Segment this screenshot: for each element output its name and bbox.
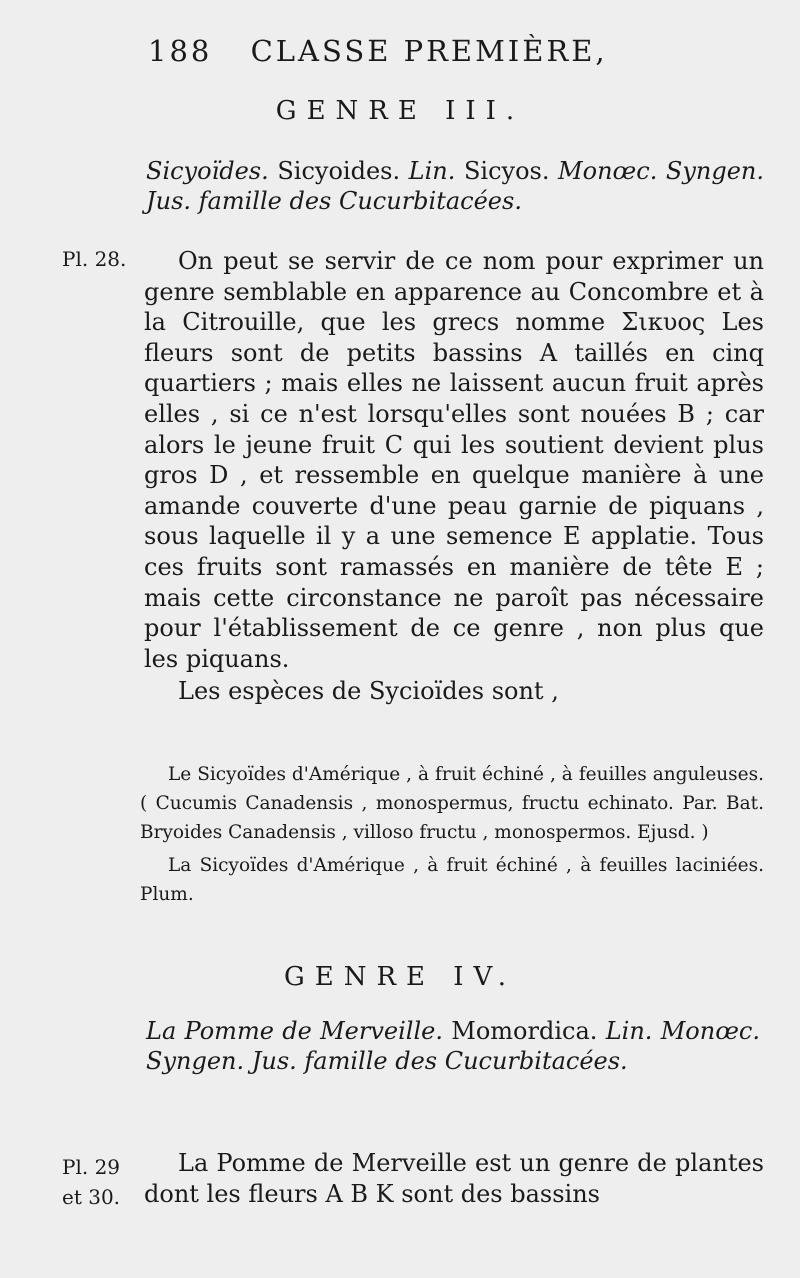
genus-name: Sicyoïdes. bbox=[146, 157, 269, 185]
genre-3-heading: GENRE III. bbox=[275, 96, 525, 126]
genre-4-description bbox=[144, 1148, 764, 1209]
genre-4-heading: GENRE IV. bbox=[283, 962, 517, 992]
synonym-latin: Momordica. bbox=[442, 1017, 598, 1045]
synonym-classification: Monœc. Syngen. Jus. famille des Cucurbitacées. bbox=[146, 157, 765, 215]
running-title: CLASSE PREMIÈRE, bbox=[250, 34, 608, 68]
description-paragraph: La Pomme de Merveille est un genre de plantes dont les fleurs A B K sont des bassins bbox=[144, 1149, 764, 1208]
genre-3-description bbox=[144, 246, 764, 707]
synonym-sicyos: Sicyos. bbox=[455, 157, 550, 185]
genre-4-title bbox=[146, 1016, 760, 1076]
synonym-authority: Lin. bbox=[400, 157, 456, 185]
plate-reference bbox=[62, 1152, 120, 1212]
plate-reference-line-1: Pl. 29 bbox=[62, 1155, 121, 1179]
species-list bbox=[140, 760, 764, 913]
page-header bbox=[148, 34, 768, 74]
species-intro: Les espèces de Sycioïdes sont , bbox=[178, 677, 559, 706]
description-paragraph: On peut se servir de ce nom pour exprimer un genre semblable en apparence au Concombre et à la Citrouille, que les grecs nomme Σικυος Les fleurs sont de petits bassins A taillés en cinq quartiers ; mais elles ne laissent aucun fruit après elles , si ce n'est lorsqu'elles sont nouées B ; car alors le jeune fruit C qui les soutient devient plus gros D , et ressemble en quelque manière à une amande couverte d'une peau garnie de piquans , sous laquelle il y a une semence E applatie. Tous ces fruits sont ramassés en manière de tête E ; mais cette circonstance ne paroît pas nécessaire pour l'établissement de ce genre , non plus que les piquans. bbox=[144, 247, 764, 673]
plate-reference-line-2: et 30. bbox=[62, 1185, 121, 1209]
synonym-classification: Lin. Monœc. Syngen. Jus. famille des Cucurbitacées. bbox=[146, 1017, 760, 1075]
synonym-latin: Sicyoides. bbox=[268, 157, 401, 185]
genus-name: La Pomme de Merveille. bbox=[146, 1017, 443, 1045]
species-entry: La Sicyoïdes d'Amérique , à fruit échiné , à feuilles laciniées. Plum. bbox=[140, 855, 764, 905]
plate-reference: Pl. 28. bbox=[62, 247, 127, 271]
species-entry: Le Sicyoïdes d'Amérique , à fruit échiné , à feuilles anguleuses. ( Cucumis Canadensis , monospermus, fructu echinato. Par. Bat. Bryoides Canadensis , villoso fructu , monospermos. Ejusd. ) bbox=[140, 764, 764, 843]
page-number: 188 bbox=[148, 34, 213, 68]
genre-3-synonymy bbox=[146, 156, 764, 216]
